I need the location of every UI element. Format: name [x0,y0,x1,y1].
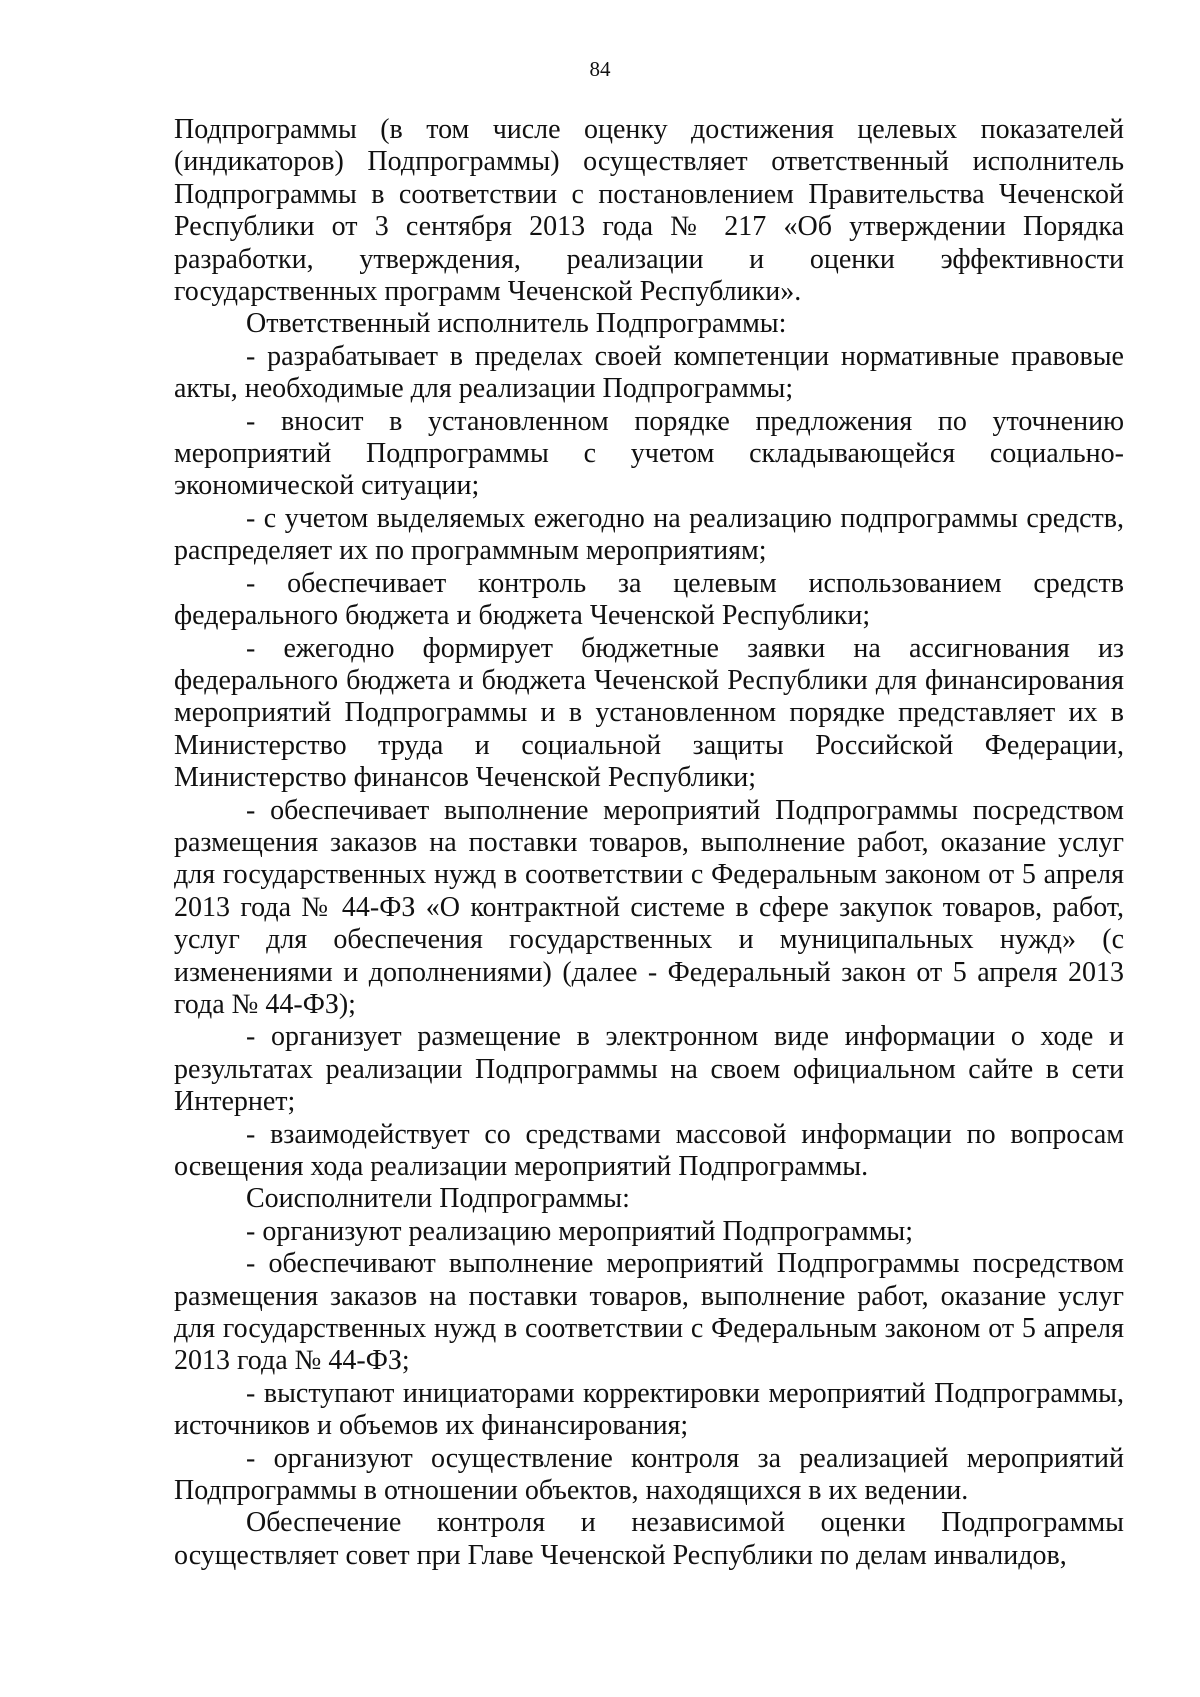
paragraph-responsible-executor-heading: Ответственный исполнитель Подпрограммы: [246,308,787,340]
list-item-distributes-funds: - с учетом выделяемых ежегодно на реализацию подпрограммы средств, распределяет их по программным мероприятиям; [174,502,1124,567]
list-item-submits-proposals: - вносит в установленном порядке предложения по уточнению мероприятий Подпрограммы с учетом складывающейся социально-экономической ситуации; [174,405,1124,502]
page-number: 84 [589,57,611,81]
list-item-organize-control: - организуют осуществление контроля за реализацией мероприятий Подпрограммы в отношении объектов, находящихся в их ведении. [174,1442,1124,1507]
list-item-ensures-execution: - обеспечивает выполнение мероприятий Подпрограммы посредством размещения заказов на поставки товаров, выполнение работ, оказание услуг для государственных нужд в соответствии с Федеральным законом от 5 апреля 2013 года № 44-ФЗ «О контрактной системе в сфере закупок товаров, работ, услуг для обеспечения государственных и муниципальных нужд» (с изменениями и дополнениями) (далее - Федеральный закон от 5 апреля 2013 года № 44-ФЗ); [174,794,1124,1020]
list-item-initiate-adjustments: - выступают инициаторами корректировки мероприятий Подпрограммы, источников и объемов их финансирования; [174,1377,1124,1442]
list-item-controls-use: - обеспечивает контроль за целевым использованием средств федерального бюджета и бюджета Чеченской Республики; [174,567,1124,632]
list-item-organize-implementation: - организуют реализацию мероприятий Подпрограммы; [246,1215,914,1247]
list-item-publishes-info: - организует размещение в электронном виде информации о ходе и результатах реализации Подпрограммы на своем официальном сайте в сети Интернет; [174,1021,1124,1118]
paragraph-continuation: Подпрограммы (в том числе оценку достижения целевых показателей (индикаторов) Подпрограммы) осуществляет ответственный исполнитель Подпрограммы в соответствии с постановлением Правительства Чеченской Республики от 3 сентября 2013 года № 217 «Об утверждении Порядка разработки, утверждения, реализации и оценки эффективности государственных программ Чеченской Республики». [174,114,1124,308]
list-item-budget-requests: - ежегодно формирует бюджетные заявки на ассигнования из федерального бюджета и бюджета Чеченской Республики для финансирования мероприятий Подпрограммы и в установленном порядке представляет их в Министерство труда и социальной защиты Российской Федерации, Министерство финансов Чеченской Республики; [174,632,1124,794]
list-item-media-interaction: - взаимодействует со средствами массовой информации по вопросам освещения хода реализации мероприятий Подпрограммы. [174,1118,1124,1182]
list-item-co-ensure-execution: - обеспечивают выполнение мероприятий Подпрограммы посредством размещения заказов на поставки товаров, выполнение работ, оказание услуг для государственных нужд в соответствии с Федеральным законом от 5 апреля 2013 года № 44-ФЗ; [174,1248,1124,1377]
paragraph-independent-assessment: Обеспечение контроля и независимой оценки Подпрограммы осуществляет совет при Главе Чеченской Республики по делам инвалидов, [174,1507,1124,1571]
document-body [174,114,1124,1572]
list-item-develops-acts: - разрабатывает в пределах своей компетенции нормативные правовые акты, необходимые для реализации Подпрограммы; [174,340,1124,405]
paragraph-co-executors-heading: Соисполнители Подпрограммы: [246,1183,630,1215]
